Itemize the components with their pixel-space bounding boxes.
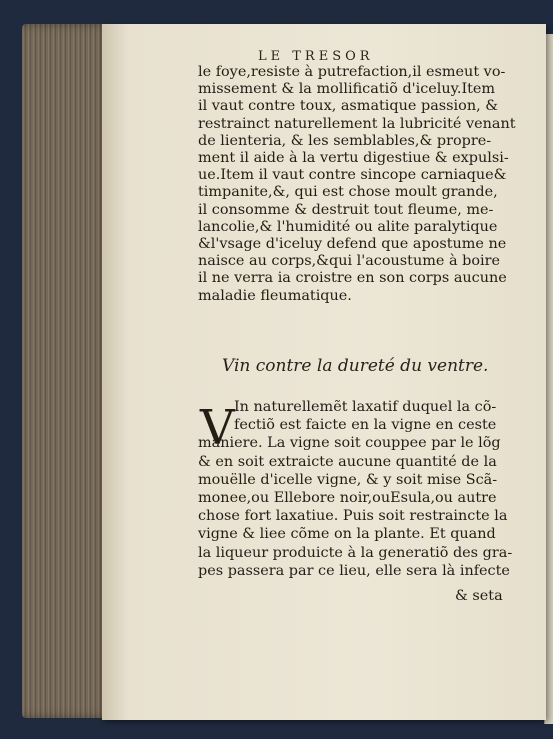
text-line: naisce au corps,&qui l'acoustume à boire — [198, 253, 500, 270]
paragraph-1 — [198, 64, 516, 305]
text-line: il ne verra ia croistre en son corps aucune — [198, 270, 507, 287]
text-line: la liqueur produicte à la generatiõ des gra- — [198, 544, 513, 561]
text-line: &l'vsage d'iceluy defend que apostume ne — [198, 236, 507, 253]
text-line: timpanite,&, qui est chose moult grande, — [198, 184, 498, 201]
page-edges — [22, 24, 114, 718]
catchword: & seta — [455, 588, 503, 604]
text-line: ue.Item il vaut contre sincope carniaque& — [198, 167, 507, 184]
text-line: & en soit extraicte aucune quantité de la — [198, 453, 497, 470]
text-line: restrainct naturellement la lubricité venant — [198, 115, 516, 132]
paragraph-2 — [198, 398, 513, 580]
text-line: ment il aide à la vertu digestiue & expulsi- — [198, 150, 509, 167]
text-line: mouëlle d'icelle vigne, & y soit mise Scã- — [198, 471, 498, 488]
text-line: lancolie,& l'humidité ou alite paralytique — [198, 218, 498, 235]
text-line: chose fort laxatiue. Puis soit restraincte la — [198, 508, 508, 525]
section-title: Vin contre la dureté du ventre. — [222, 356, 489, 376]
drop-cap: V — [200, 400, 235, 456]
text-line: de lienteria, & les semblables,& propre- — [198, 132, 492, 149]
text-line: il vaut contre toux, asmatique passion, & — [198, 98, 499, 115]
text-line: fectiõ est faicte en la vigne en ceste — [234, 417, 497, 434]
text-line: il consomme & destruit tout fleume, me- — [198, 201, 494, 218]
text-line: maladie fleumatique. — [198, 287, 352, 304]
text-line: vigne & liee cõme on la plante. Et quand — [198, 526, 496, 543]
text-line: In naturellemẽt laxatif duquel la cõ- — [234, 399, 497, 415]
text-line: monee,ou Ellebore noir,ouEsula,ou autre — [198, 490, 497, 507]
text-line: le foye,resiste à putrefaction,il esmeut vo- — [198, 64, 506, 80]
text-line: missement & la mollificatiõ d'iceluy.Item — [198, 81, 496, 98]
text-line: maniere. La vigne soit couppee par le lõg — [198, 435, 501, 452]
running-head: LE TRESOR — [258, 49, 374, 64]
text-line: pes passera par ce lieu, elle sera là infecte — [198, 562, 510, 579]
